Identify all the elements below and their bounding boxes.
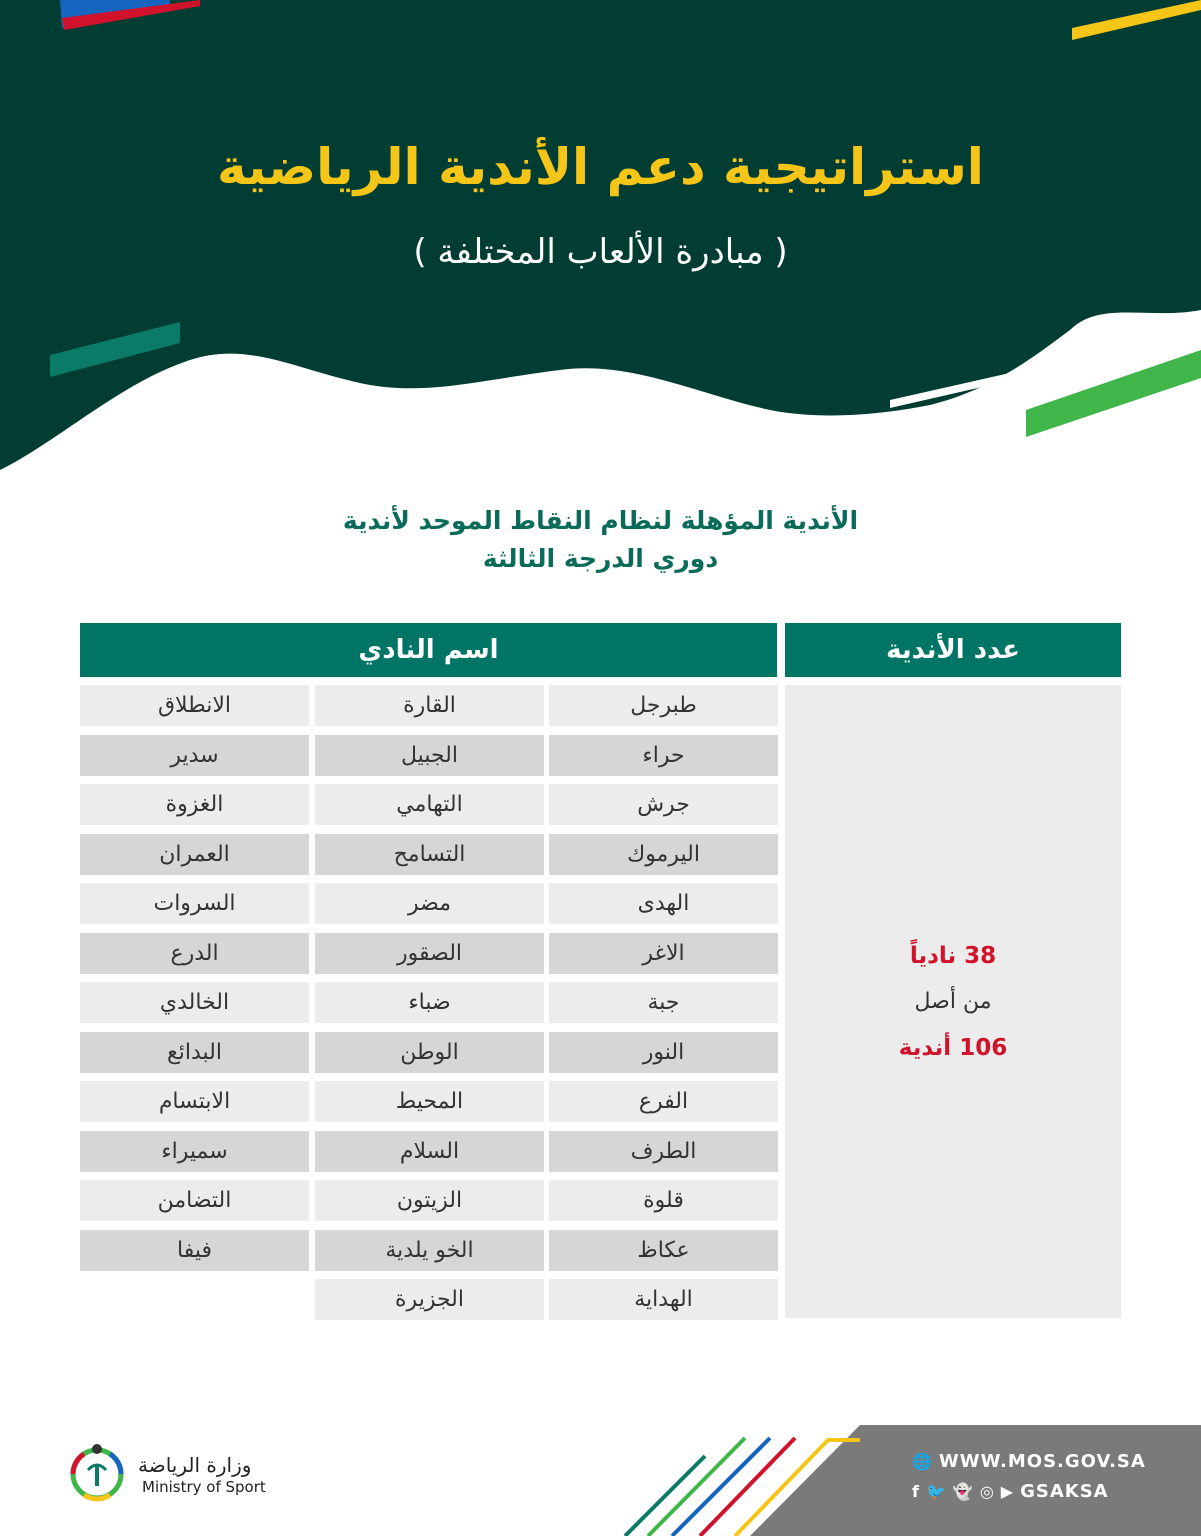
logo-text-english: Ministry of Sport <box>142 1478 266 1496</box>
header-club-count: عدد الأندية <box>785 623 1121 677</box>
club-name-cell: الانطلاق <box>80 685 309 726</box>
club-name-cell: ضباء <box>315 982 544 1023</box>
club-name-cell: الفرع <box>549 1081 778 1122</box>
club-name-cell: الهدى <box>549 883 778 924</box>
twitter-icon[interactable]: 🐦 <box>925 1482 947 1501</box>
club-name-cell: القارة <box>315 685 544 726</box>
club-name-cell: النور <box>549 1032 778 1073</box>
club-name-cell: الصقور <box>315 933 544 974</box>
website-text: WWW.MOS.GOV.SA <box>938 1451 1146 1472</box>
social-handle-text: GSAKSA <box>1020 1481 1109 1502</box>
club-name-cell: فيفا <box>80 1230 309 1271</box>
club-name-cell: الخو يلدية <box>315 1230 544 1271</box>
club-name-cell: الابتسام <box>80 1081 309 1122</box>
green-stripe-decoration <box>1026 350 1201 437</box>
count-total: 106 أندية <box>898 1034 1008 1061</box>
section-title-line2: دوري الدرجة الثالثة <box>482 544 719 573</box>
club-name-cell: التسامح <box>315 834 544 875</box>
instagram-icon[interactable]: ◎ <box>979 1482 995 1501</box>
blue-line-decoration <box>672 1438 770 1536</box>
club-count-cell <box>785 685 1121 1318</box>
club-name-cell: الدرع <box>80 933 309 974</box>
page-subtitle: ( مبادرة الألعاب المختلفة ) <box>413 232 788 272</box>
globe-icon: 🌐 <box>912 1452 933 1471</box>
club-name-cell: المحيط <box>315 1081 544 1122</box>
club-name-cell: الوطن <box>315 1032 544 1073</box>
club-name-cell: عكاظ <box>549 1230 778 1271</box>
club-name-cell: الجزيرة <box>315 1279 544 1320</box>
club-name-cell: العمران <box>80 834 309 875</box>
website-link[interactable] <box>912 1451 1146 1472</box>
club-name-cell: سميراء <box>80 1131 309 1172</box>
header-banner <box>0 0 1201 480</box>
snapchat-icon[interactable]: 👻 <box>952 1482 974 1501</box>
club-name-cell: السلام <box>315 1131 544 1172</box>
count-qualified: 38 نادياً <box>909 942 997 969</box>
club-name-cell: التضامن <box>80 1180 309 1221</box>
club-name-cell: الزيتون <box>315 1180 544 1221</box>
club-name-cell: سدير <box>80 735 309 776</box>
club-name-cell: حراء <box>549 735 778 776</box>
section-title-line1: الأندية المؤهلة لنظام النقاط الموحد لأندية <box>342 506 859 535</box>
teal-line-decoration <box>625 1456 705 1536</box>
club-name-cell: طبرجل <box>549 685 778 726</box>
club-name-cell: الهداية <box>549 1279 778 1320</box>
page-title: استراتيجية دعم الأندية الرياضية <box>217 138 984 196</box>
club-name-cell: السروات <box>80 883 309 924</box>
facebook-icon[interactable]: f <box>912 1482 920 1501</box>
green-line-decoration <box>648 1438 745 1536</box>
count-out-of: من أصل <box>914 988 992 1014</box>
social-handles[interactable] <box>912 1481 1109 1502</box>
club-name-cell: الاغر <box>549 933 778 974</box>
club-name-cell: اليرموك <box>549 834 778 875</box>
section-title <box>0 502 1201 578</box>
club-name-cell: جرش <box>549 784 778 825</box>
youtube-icon[interactable]: ▶ <box>1000 1482 1015 1501</box>
ministry-logo-icon <box>64 1440 130 1506</box>
club-name-cell: الجبيل <box>315 735 544 776</box>
club-name-cell: الخالدي <box>80 982 309 1023</box>
club-name-cell: الغزوة <box>80 784 309 825</box>
logo-text-arabic: وزارة الرياضة <box>138 1453 252 1477</box>
club-name-cell: التهامي <box>315 784 544 825</box>
club-name-cell: جبة <box>549 982 778 1023</box>
club-name-cell: قلوة <box>549 1180 778 1221</box>
club-name-cell: مضر <box>315 883 544 924</box>
header-club-name: اسم النادي <box>80 623 777 677</box>
club-name-cell: البدائع <box>80 1032 309 1073</box>
club-name-cell: الطرف <box>549 1131 778 1172</box>
